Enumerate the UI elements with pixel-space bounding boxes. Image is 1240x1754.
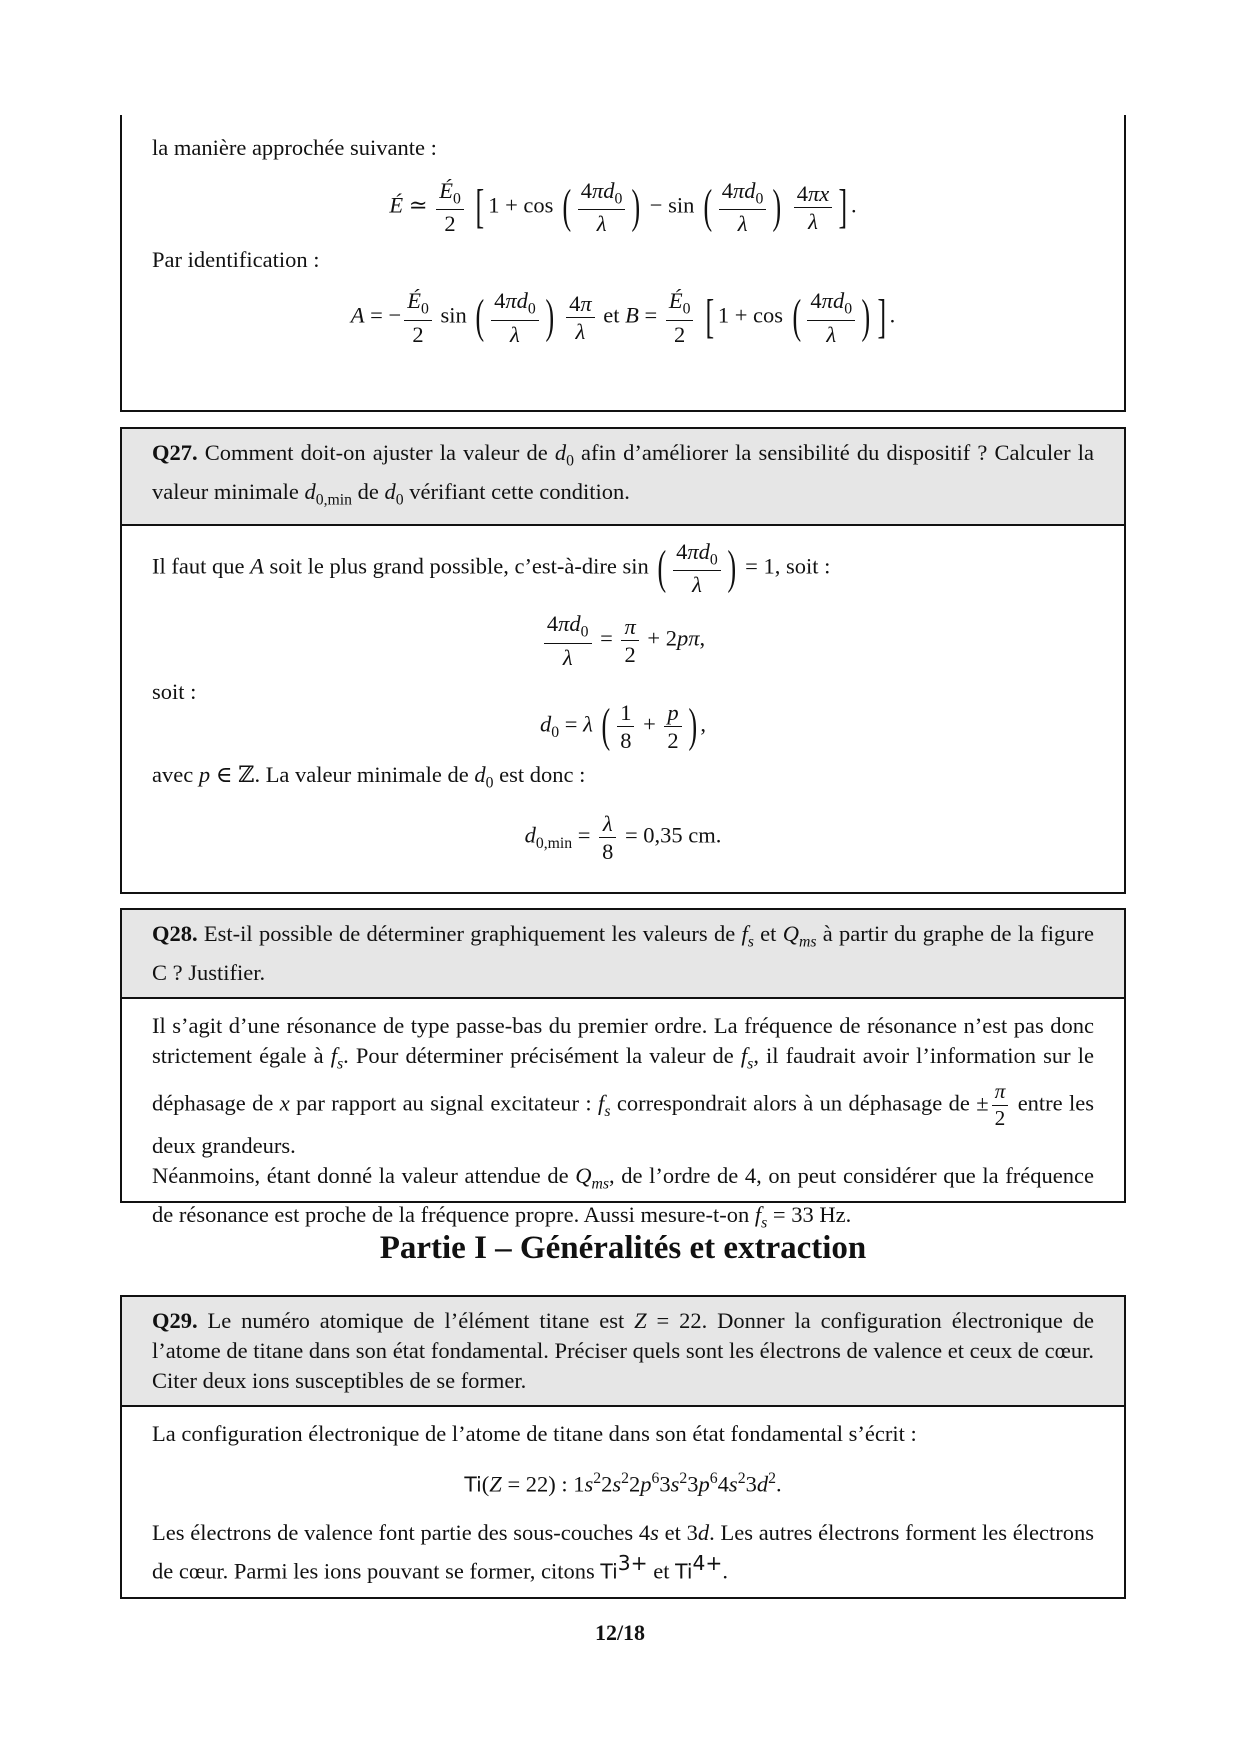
q29-p2: Les électrons de valence font partie des sous-couches 4s et 3d. Les autres électrons forment les électrons de cœur. Parmi les ions pouvant se former, citons $Ti^{3+}$ et $Ti^{4+}$. [152, 1520, 1094, 1584]
q27-text-d: vérifiant cette condition. [409, 478, 630, 504]
q29-p2-a: Les électrons de valence font partie des sous-couches 4 [152, 1520, 651, 1545]
answer-block-continuation [120, 115, 1126, 412]
q29-question: Q29. Le numéro atomique de l’élément titane est Z = 22. Donner la configuration électronique de l’atome de titane dans son état fondamental. Préciser quels sont les électrons de valence et ceux de cœur. Citer deux ions susceptibles de se former. [122, 1297, 1124, 1407]
q29-label: Q29. [152, 1308, 198, 1333]
q28-p1-c: , il faudrait avoir l’information sur le déphasage de [152, 1042, 1094, 1116]
q28-text-a: Est-il possible de déterminer graphiquement les valeurs de [203, 921, 736, 946]
ion-ti3-charge: 3+ [617, 1551, 648, 1575]
q28-p1-b: . Pour déterminer précisément la valeur de [343, 1042, 734, 1068]
page-number: 12/18 [594, 1620, 646, 1645]
q28-p2: Néanmoins, étant donné la valeur attendue de $Q_{ms}$, de l’ordre de 4, on peut considérer que la fréquence de résonance est proche de la fréquence propre. Aussi mesure-t-on $f_s = 33$ Hz. [152, 1163, 1094, 1232]
q27-ans-c: = 1, soit : [745, 553, 831, 579]
q29-ans-intro: La configuration électronique de l’atome de titane dans son état fondamental s’écrit : [152, 1421, 917, 1446]
par-identification-text: Par identification : [152, 247, 320, 273]
q27-avec-b: . La valeur minimale de [254, 761, 469, 787]
section-title: Partie I – Généralités et extraction [379, 1230, 867, 1266]
q27-ans-line1: Il faut que A soit le plus grand possible, c’est-à-dire sin ( $\frac{4\pi d_0}{\lambda}$ ) = 1, soit : [152, 539, 831, 598]
q28-block [120, 908, 1126, 1232]
q29-text-a: Le numéro atomique de l’élément titane est [207, 1308, 625, 1333]
equation-e-approx: É ≃ $\frac{É_0}{2}$ [ 1 + cos ( $\frac{4\pi d_0}{\lambda}$ ) − sin ( $\frac{4\pi d_0}{\lambda}$ ) $\frac{4\pi x}{\lambda}$ ] . [389, 178, 857, 237]
q27-avec: avec [152, 761, 194, 787]
q28-p1-f: entre les deux grandeurs. [152, 1090, 1095, 1159]
q27-eq2: $d_0 = \lambda$ ( $\frac{1}{8}$ + $\frac{p}{2}$ ) , [539, 699, 707, 753]
q28-p2-a: Néanmoins, étant donné la valeur attendue de [152, 1163, 569, 1189]
q28-p2-b: , de l’ordre de 4, on peut considérer que la fréquence de résonance est proche de la fréquence propre. Aussi mesure-t-on [152, 1163, 1094, 1227]
q27-text-c: de [357, 478, 379, 504]
equation-a-b: A = − $\frac{É_0}{2}$ sin ( $\frac{4\pi d_0}{\lambda}$ ) $\frac{4\pi}{\lambda}$ et B = $\frac{É_0}{2}$ [ 1 + cos ( $\frac{4\pi d_0}{\lambda}$ ) ] . [350, 288, 896, 347]
q28-p1-d: par rapport au signal excitateur : [296, 1090, 592, 1116]
q29-text-b: = 22. Donner la configuration électronique de l’atome de titane dans son état fondamental. Préciser quels sont les électrons de valence et ceux de cœur. Citer deux ions susceptibles de se former. [152, 1308, 1095, 1393]
q27-block [120, 427, 1126, 894]
q28-text-c: à partir du graphe de la figure C ? Justifier. [152, 921, 1095, 985]
q27-ans-b: soit le plus grand possible, c’est-à-dire sin [269, 553, 649, 579]
q27-label: Q27. [152, 440, 198, 465]
q29-p2-d: et [653, 1558, 670, 1584]
q27-avec-c: est donc : [499, 761, 586, 787]
q29-p2-b: et 3 [664, 1520, 698, 1545]
q27-eq1: $\frac{4\pi d_0}{\lambda}$ = $\frac{\pi}{2}$ + 2pπ, [152, 610, 1094, 670]
q28-p1-e: correspondrait alors à un déphasage de ± [616, 1090, 989, 1116]
q28-answer [122, 999, 1124, 1253]
q28-p1-a: Il s’agit d’une résonance de type passe-bas du premier ordre. La fréquence de résonance n’est pas donc strictement égale à [152, 1012, 1094, 1068]
q28-text-b: et [760, 921, 777, 946]
ion-ti4: Ti [675, 1559, 693, 1584]
ion-ti4-charge: 4+ [692, 1551, 723, 1575]
q27-eq-result: $d_{0,min}$ = $\frac{\lambda}{8}$ = 0,35 cm. [524, 811, 722, 865]
q27-text-a: Comment doit-on ajuster la valeur de [204, 440, 548, 465]
ion-ti3: Ti [600, 1559, 618, 1584]
q27-soit: soit : [152, 678, 197, 704]
q27-question: Q27. Comment doit-on ajuster la valeur de $d_0$ afin d’améliorer la sensibilité du dispositif ? Calculer la valeur minimale $d_{0,min}$ de $d_0$ vérifiant cette condition. [122, 429, 1124, 526]
q28-label: Q28. [152, 921, 198, 946]
q28-question: Q28. Est-il possible de déterminer graphiquement les valeurs de $f_s$ et $Q_{ms}$ à partir du graphe de la figure C ? Justifier. [122, 910, 1124, 999]
q27-answer [122, 526, 1124, 879]
intro-text: la manière approchée suivante : [152, 135, 437, 160]
q28-p2-c: = 33 Hz. [772, 1201, 852, 1227]
q29-config-equation: Ti(Z = 22) : $1s^22s^22p^63s^23p^64s^23d^2$. [464, 1470, 782, 1497]
answer-body [122, 115, 1124, 362]
q27-avec-line: avec p ∈ ℤ. La valeur minimale de $d_0$ est donc : [152, 761, 586, 792]
q29-answer [122, 1407, 1124, 1601]
q27-ans-a: Il faut que [152, 553, 245, 579]
q27-result: = 0,35 cm. [624, 822, 722, 848]
q27-text-b: afin d’améliorer la sensibilité du dispositif ? Calculer la valeur minimale [152, 440, 1094, 504]
q29-p2-c: . Les autres électrons forment les électrons de cœur. Parmi les ions pouvant se former, citons [152, 1520, 1094, 1584]
q28-p1: Il s’agit d’une résonance de type passe-bas du premier ordre. La fréquence de résonance n’est pas donc strictement égale à $f_s$. Pour déterminer précisément la valeur de $f_s$, il faudrait avoir l’information sur le déphasage de x par rapport au signal excitateur : $f_s$ correspondrait alors à un déphasage de ± $\frac{\pi}{2}$ entre les deux grandeurs. [152, 1012, 1095, 1159]
q29-block [120, 1295, 1126, 1599]
